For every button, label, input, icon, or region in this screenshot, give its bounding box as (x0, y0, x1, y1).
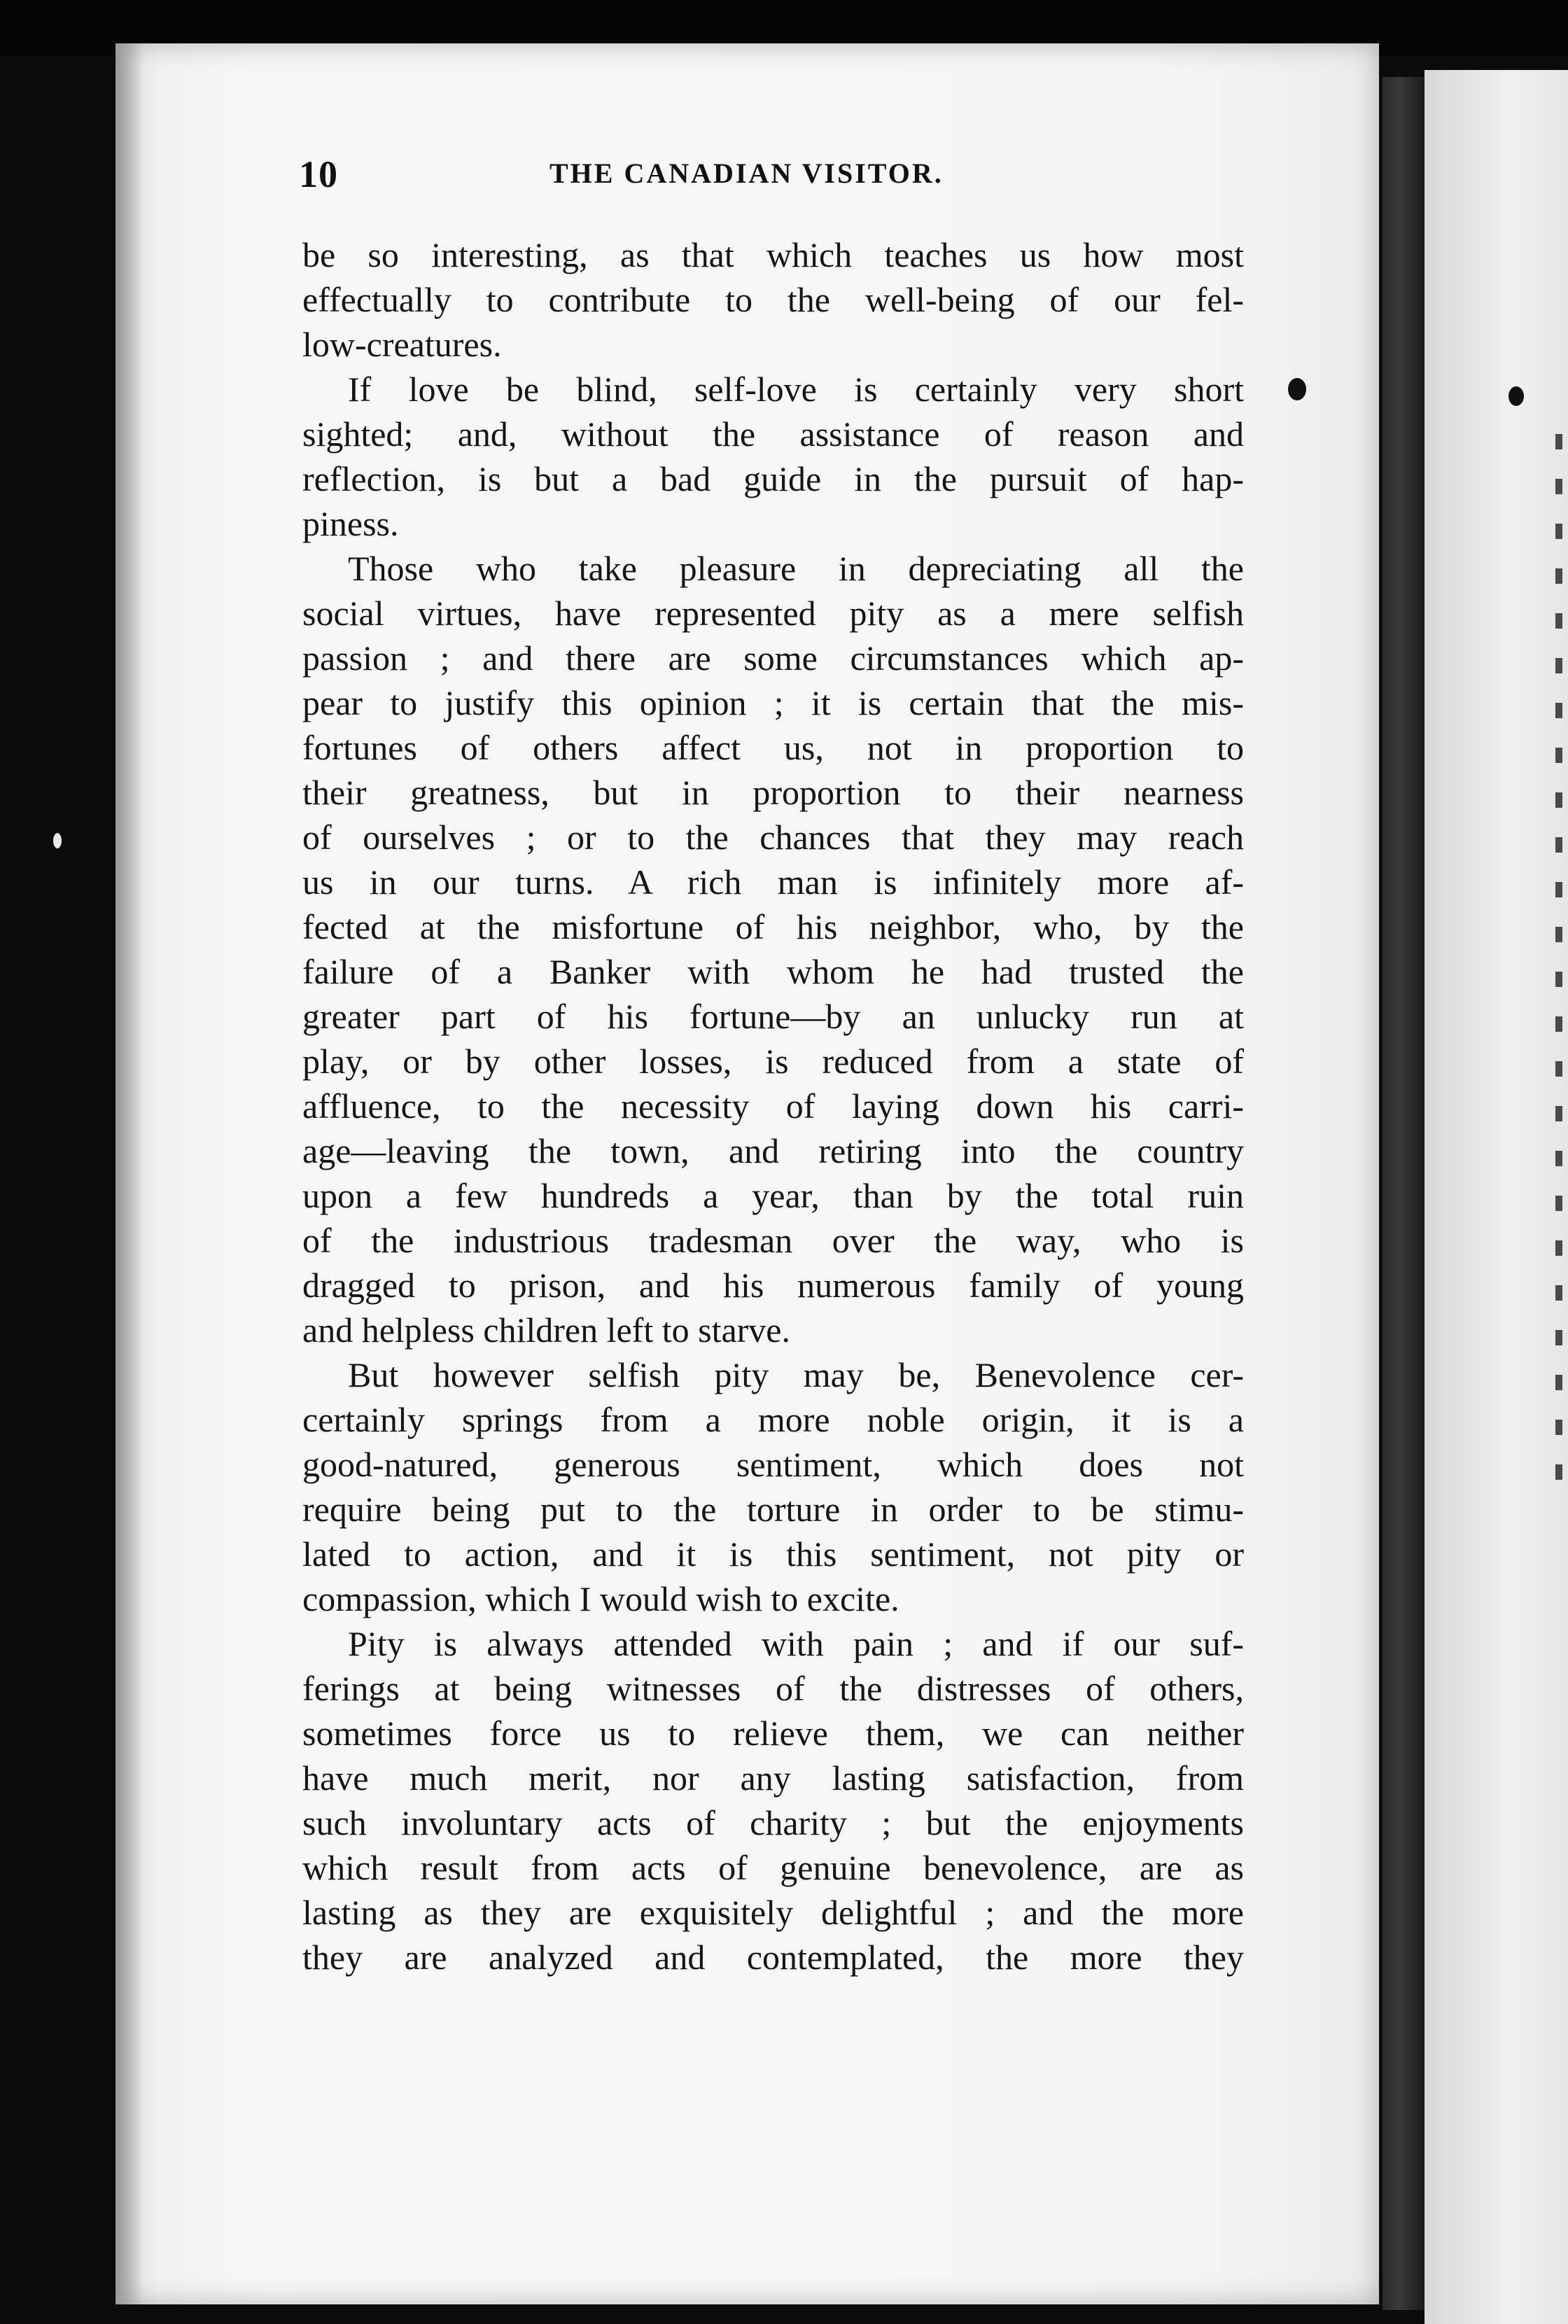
text-line: of the industrious tradesman over the way, who is (302, 1221, 1244, 1260)
text-line: effectually to contribute to the well-being of our fel- (302, 280, 1244, 319)
text-line: dragged to prison, and his numerous family of young (302, 1266, 1244, 1305)
text-line: of ourselves ; or to the chances that they may reach (302, 818, 1244, 857)
text-line: fected at the misfortune of his neighbor, who, by the (302, 907, 1244, 946)
book-gutter (1382, 77, 1424, 2310)
ink-spot (53, 833, 62, 848)
text-line: low-creatures. (302, 325, 502, 364)
text-line: have much merit, nor any lasting satisfaction, from (302, 1758, 1244, 1798)
text-line: their greatness, but in proportion to their nearness (302, 773, 1244, 812)
text-line: certainly springs from a more noble origin, it is a (302, 1400, 1244, 1439)
text-line: passion ; and there are some circumstances which ap- (302, 638, 1244, 678)
text-line: fortunes of others affect us, not in proportion to (302, 728, 1244, 767)
text-line: they are analyzed and contemplated, the more they (302, 1938, 1244, 1977)
text-line: such involuntary acts of charity ; but the enjoyments (302, 1803, 1244, 1842)
text-line: lasting as they are exquisitely delightful ; and the more (302, 1893, 1244, 1932)
running-title: THE CANADIAN VISITOR. (550, 158, 944, 189)
text-line: require being put to the torture in order to be stimu- (302, 1490, 1244, 1529)
text-line: But however selfish pity may be, Benevolence cer- (348, 1355, 1244, 1394)
text-line: social virtues, have represented pity as a mere selfish (302, 594, 1244, 633)
page-number: 10 (299, 153, 338, 195)
ink-spot (1288, 378, 1306, 400)
text-line: good-natured, generous sentiment, which does not (302, 1445, 1244, 1484)
text-line: Those who take pleasure in depreciating all the (348, 549, 1244, 588)
text-line: Pity is always attended with pain ; and if our suf- (348, 1624, 1244, 1663)
text-line: us in our turns. A rich man is infinitely more af- (302, 862, 1244, 902)
body-text (302, 232, 1244, 1980)
text-line: ferings at being witnesses of the distresses of others, (302, 1669, 1244, 1708)
text-line: pear to justify this opinion ; it is certain that the mis- (302, 683, 1244, 722)
text-line: which result from acts of genuine benevolence, are as (302, 1848, 1244, 1887)
ink-spot (1508, 386, 1524, 406)
text-line: and helpless children left to starve. (302, 1310, 790, 1350)
text-line: lated to action, and it is this sentiment, not pity or (302, 1534, 1244, 1574)
text-line: If love be blind, self-love is certainly very short (348, 370, 1244, 409)
text-line: greater part of his fortune—by an unlucky run at (302, 997, 1244, 1036)
facing-page-text-fragments (1555, 434, 1562, 1484)
text-line: failure of a Banker with whom he had trusted the (302, 952, 1244, 991)
text-line: age—leaving the town, and retiring into the country (302, 1131, 1244, 1170)
text-line: compassion, which I would wish to excite. (302, 1579, 899, 1618)
text-line: piness. (302, 504, 399, 543)
text-line: sometimes force us to relieve them, we can neither (302, 1714, 1244, 1753)
text-line: upon a few hundreds a year, than by the total ruin (302, 1176, 1244, 1215)
text-line: be so interesting, as that which teaches us how most (302, 235, 1244, 274)
page-edge-shadow (115, 43, 144, 2304)
text-line: reflection, is but a bad guide in the pursuit of hap- (302, 459, 1244, 498)
running-head (301, 153, 1544, 195)
text-line: sighted; and, without the assistance of reason and (302, 414, 1244, 454)
facing-page-edge (1424, 70, 1568, 2324)
text-line: play, or by other losses, is reduced from a state of (302, 1042, 1244, 1081)
text-line: affluence, to the necessity of laying down his carri- (302, 1086, 1244, 1126)
